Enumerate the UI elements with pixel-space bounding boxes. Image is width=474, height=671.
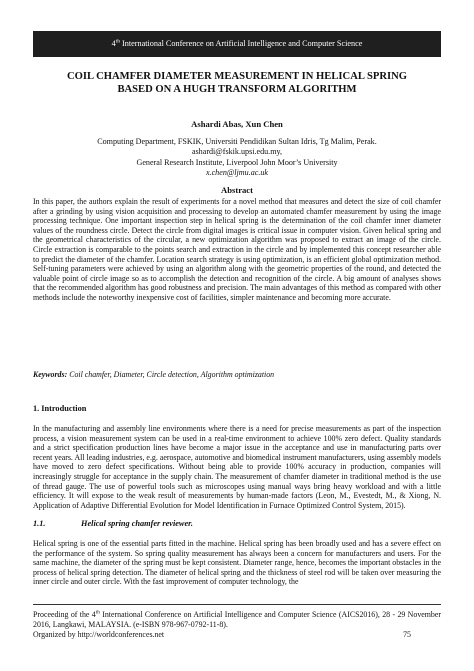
introduction-body: In the manufacturing and assembly line environments where there is a need for precise measurements as part of the inspection process, a vision measurement system can be used in a real-time environment to achieve 100% zero defect. Quality standards and a strict specification production lines have become a major issue in the acceptance and use in manufacturing parts over recent years. All leading industries, e.g. aerospace, automotive and biomedical instrument manufacturers, using assembly models have moved to zero defect specifications. Without being able to provide 100% accuracy in production, companies will increasingly struggle for acceptance in the supply chain. The measurement of chamfer diameter in traditional method is the use of thread gauge. The use of powerful tools such as microscopes using manual ways bring heavy workload and with a little efficiency. It will expose to the weak result of measurements by human-made factors (Leon, M., Evestedt, M., & Xiong, N. Application of Adaptive Differential Evolution for Model Identification in Furnace Optimized Control System, 2015).: [33, 424, 441, 510]
footer-organizer-line: [33, 630, 441, 640]
banner-ordinal-suffix: th: [115, 38, 120, 45]
footer-ordinal-suffix: th: [95, 609, 100, 616]
affiliation-email-1: ashardi@fskik.upsi.edu.my,: [191, 147, 283, 157]
abstract-heading: Abstract: [221, 185, 253, 195]
proceedings-footer: [33, 610, 441, 629]
banner-text: International Conference on Artificial Intelligence and Computer Science: [122, 39, 363, 48]
conference-banner: [33, 31, 441, 57]
subsection-body: Helical spring is one of the essential parts fitted in the machine. Helical spring has been broadly used and has a severe effect on the performance of the system. So spring quality measurement has always been a concern for manufacturers and users. For the same machine, the diameter of the spring must be kept consistent. Diameter range, hence, becomes the important obstacles in the process of helical spring detection. The diameter of helical spring and the thickness of steel rod will be taken over measuring the inner circle and outer circle. With the fast improvement of computer technology, the: [33, 539, 441, 587]
paper-title: COIL CHAMFER DIAMETER MEASUREMENT IN HELICAL SPRING BASED ON A HUGH TRANSFORM ALGORITHM: [66, 71, 408, 95]
keywords: [33, 370, 441, 380]
subsection-heading: [33, 519, 193, 529]
affiliation-line-1: Computing Department, FSKIK, Universiti Pendidikan Sultan Idris, Tg Malim, Perak.: [97, 137, 377, 146]
footer-divider: [33, 604, 441, 605]
footer-ordinal: 4: [91, 610, 96, 619]
keywords-label: Keywords:: [33, 370, 68, 379]
page-number: 75: [403, 630, 411, 639]
subsection-number: 1.1.: [33, 519, 46, 528]
author-affiliations: [40, 137, 434, 179]
footer-prefix: Proceeding of the: [33, 610, 90, 619]
subsection-title: Helical spring chamfer reviewer.: [81, 519, 193, 528]
paper-authors: Ashardi Abas, Xun Chen: [191, 119, 283, 129]
abstract-body: In this paper, the authors explain the result of experiments for a novel method that measures and detect the size of coil chamfer after a grinding by using vision acquisition and processing to develop an automated chamfer measurement by using the image processing technique. One important inspection step in helical spring is the determination of the coil chamfer inner diameter values of the roundness circle. Detect the circle from digital images is critical issue in computer vision. Given helical spring and the geometrical characteristics of the circular, a new optimization algorithm was proposed to extract an image of the circle. Circle extraction is comparable to the points search and extraction in the circle and by implemented this concept researcher able to predict the diameter of the chamfer. Location search strategy is using optimization, is an efficient global optimization method. Self-tuning parameters were achieved by using an algorithm along with the geometric properties of the round, and detected the valuable point of circle image so as to accomplish the detection and recognition of the circle. A big amount of analyses shows that the recommended algorithm has good robustness and precision. The main advantages of this method as compared with other methods include the noteworthy inexpensive cost of facilities, simpler maintenance and becoming more accurate.: [33, 197, 441, 302]
footer-organized-label: Organized by: [33, 630, 76, 639]
banner-ordinal: 4: [111, 39, 116, 48]
affiliation-email-2: x.chen@ljmu.ac.uk: [205, 168, 269, 178]
section-heading-introduction: 1. Introduction: [33, 404, 87, 413]
footer-url-link[interactable]: http://worldconferences.net: [77, 630, 165, 639]
footer-text: International Conference on Artificial Intelligence and Computer Science (AICS2016), 28 - 29 November 2016, Langkawi, MALAYSIA. (e-ISBN 978-967-0792-11-8).: [33, 610, 441, 629]
affiliation-line-2: General Research Institute, Liverpool John Moor’s University: [136, 157, 338, 167]
keywords-text: Coil chamfer, Diameter, Circle detection, Algorithm optimization: [69, 370, 275, 379]
